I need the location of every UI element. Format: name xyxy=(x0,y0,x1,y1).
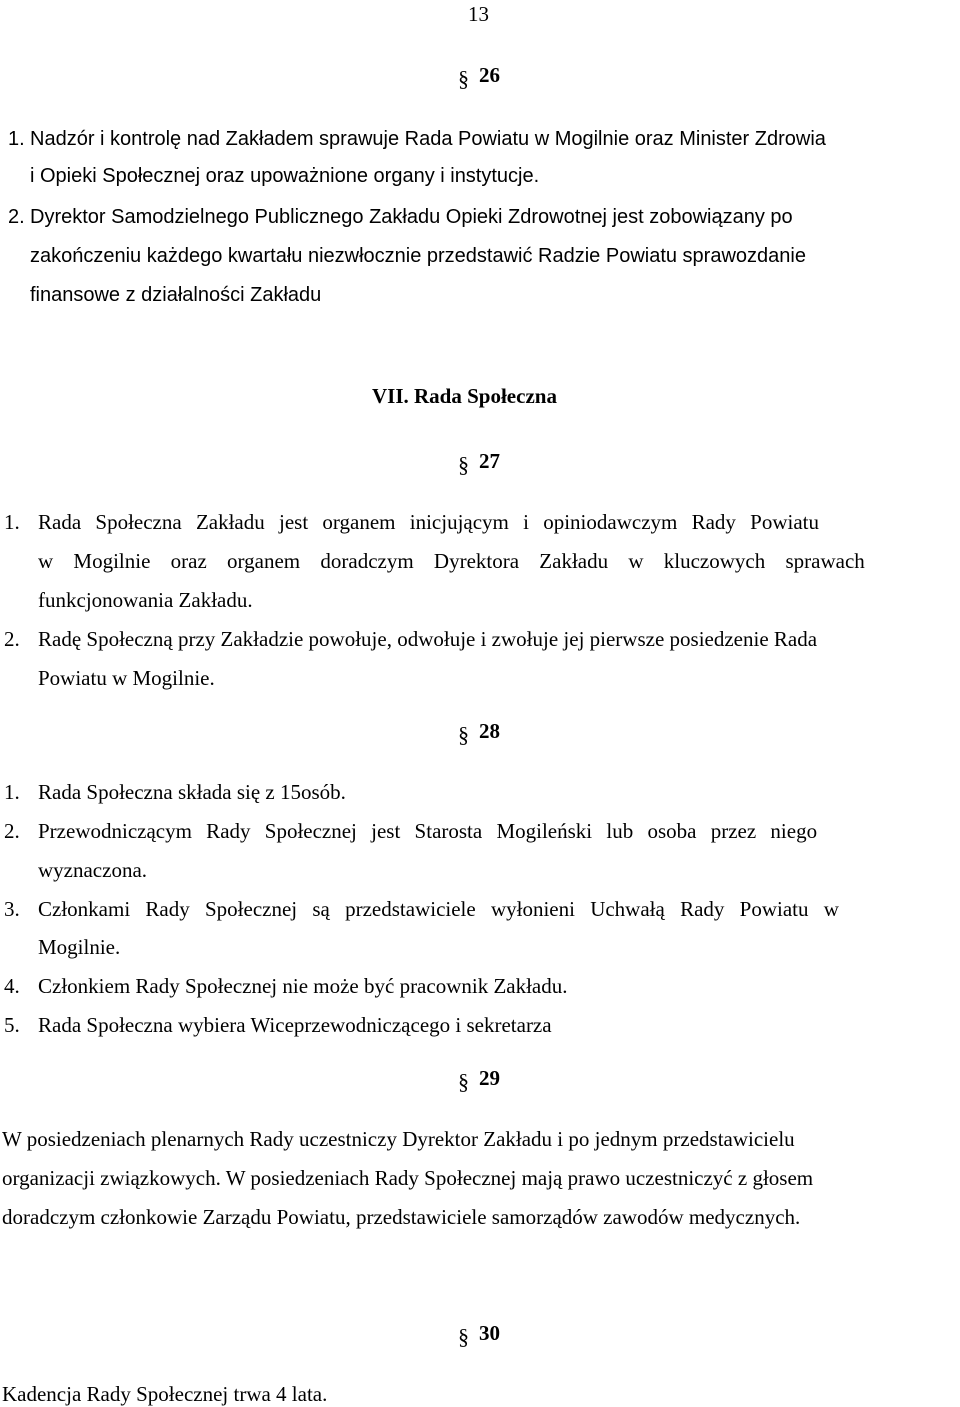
section-30-heading xyxy=(458,1320,500,1349)
s28-item1-line1: Rada Społeczna składa się z 15osób. xyxy=(38,780,346,804)
s26-item2-number: 2. xyxy=(8,206,25,228)
s28-item5-line1: Rada Społeczna wybiera Wiceprzewodniczącego i sekretarza xyxy=(38,1013,552,1037)
s28-item4-number: 4. xyxy=(4,974,20,998)
s29-line3: doradczym członkowie Zarządu Powiatu, przedstawiciele samorządów zawodów medycznych. xyxy=(2,1205,801,1229)
section-number: 27 xyxy=(479,449,500,473)
s26-item2-line3: finansowe z działalności Zakładu xyxy=(30,284,322,306)
section-sign: § xyxy=(458,722,469,747)
section-sign: § xyxy=(458,452,469,477)
section-27-heading xyxy=(458,448,500,477)
s28-item5-number: 5. xyxy=(4,1013,20,1037)
section-number: 29 xyxy=(479,1066,500,1090)
section-29-heading xyxy=(458,1065,500,1094)
page-number: 13 xyxy=(468,2,489,26)
section-sign: § xyxy=(458,1069,469,1094)
s29-line1: W posiedzeniach plenarnych Rady uczestniczy Dyrektor Zakładu i po jednym przedstawicielu xyxy=(2,1127,795,1151)
section-sign: § xyxy=(458,1324,469,1349)
s27-item1-number: 1. xyxy=(4,510,20,534)
s27-item2-line2: Powiatu w Mogilnie. xyxy=(38,666,215,690)
section-28-heading xyxy=(458,718,500,747)
s27-item2-line1: Radę Społeczną przy Zakładzie powołuje, odwołuje i zwołuje jej pierwsze posiedzenie Rada xyxy=(38,627,818,651)
s28-item2-line1: Przewodniczącym Rady Społecznej jest Starosta Mogileński lub osoba przez niego xyxy=(38,819,818,843)
s26-item1-line1: Nadzór i kontrolę nad Zakładem sprawuje Rada Powiatu w Mogilnie oraz Minister Zdrowia xyxy=(30,128,826,150)
s27-item1-line2: w Mogilnie oraz organem doradczym Dyrektora Zakładu w kluczowych sprawach xyxy=(38,549,865,573)
s27-item1-line3: funkcjonowania Zakładu. xyxy=(38,588,253,612)
section-number: 28 xyxy=(479,719,500,743)
s28-item4-line1: Członkiem Rady Społecznej nie może być pracownik Zakładu. xyxy=(38,974,568,998)
s28-item2-line2: wyznaczona. xyxy=(38,858,148,882)
s27-item1-line1: Rada Społeczna Zakładu jest organem inicjującym i opiniodawczym Rady Powiatu xyxy=(38,510,820,534)
s28-item3-number: 3. xyxy=(4,897,20,921)
section-number: 26 xyxy=(479,63,500,87)
s26-item2-line2: zakończeniu każdego kwartału niezwłocznie przedstawić Radzie Powiatu sprawozdanie xyxy=(30,245,806,267)
s26-item1-line2: i Opieki Społecznej oraz upoważnione organy i instytucje. xyxy=(30,165,540,187)
s27-item2-number: 2. xyxy=(4,627,20,651)
chapter-heading: VII. Rada Społeczna xyxy=(372,384,557,408)
section-26-heading xyxy=(458,62,500,91)
s28-item3-line2: Mogilnie. xyxy=(38,935,121,959)
section-sign: § xyxy=(458,66,469,91)
s29-line2: organizacji związkowych. W posiedzeniach Rady Społecznej mają prawo uczestniczyć z głosem xyxy=(2,1166,814,1190)
s28-item3-line1: Członkami Rady Społecznej są przedstawiciele wyłonieni Uchwałą Rady Powiatu w xyxy=(38,897,839,921)
s28-item1-number: 1. xyxy=(4,780,20,804)
section-number: 30 xyxy=(479,1321,500,1345)
s26-item2-line1: Dyrektor Samodzielnego Publicznego Zakładu Opieki Zdrowotnej jest zobowiązany po xyxy=(30,206,793,228)
s26-item1-number: 1. xyxy=(8,128,25,150)
s30-line1: Kadencja Rady Społecznej trwa 4 lata. xyxy=(2,1382,328,1406)
s28-item2-number: 2. xyxy=(4,819,20,843)
